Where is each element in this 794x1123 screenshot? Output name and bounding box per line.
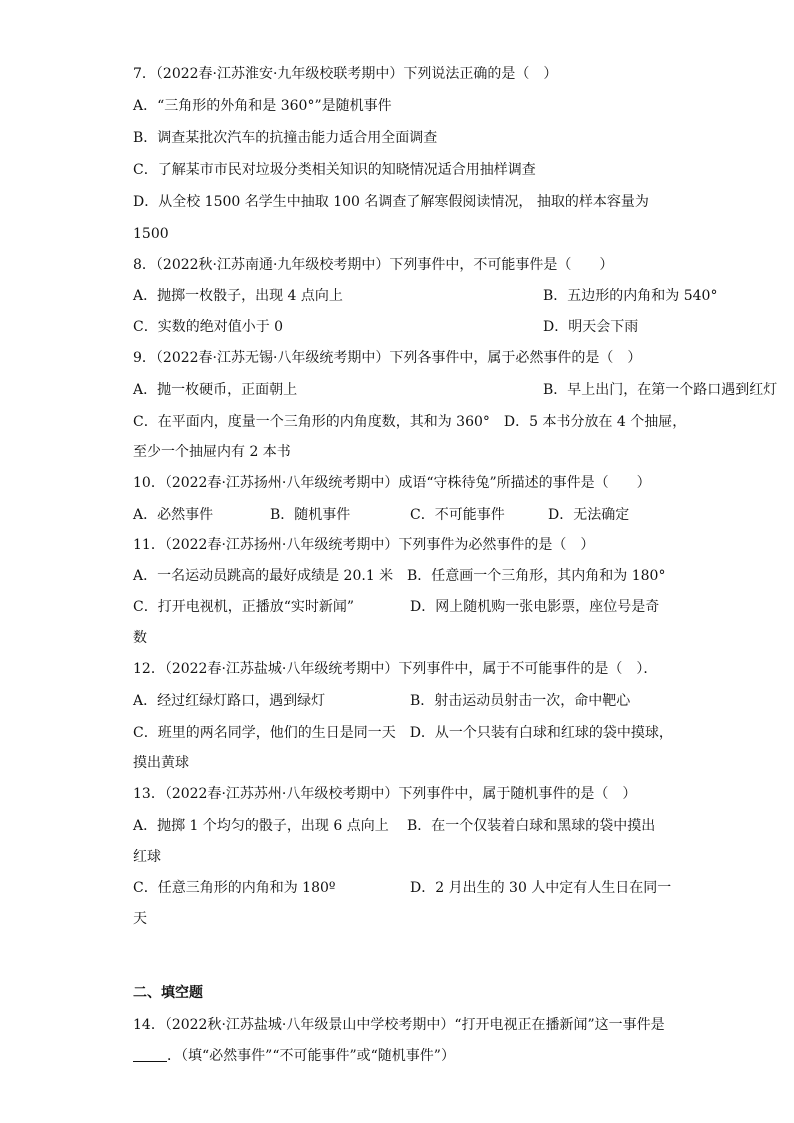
q11-option-c: C．打开电视机，正播放“实时新闻” [133,599,355,615]
q13-option-c: C．任意三角形的内角和为 180º [133,880,336,896]
q8-option-b: B．五边形的内角和为 540° [543,288,718,304]
q8-stem: 8．（2022秋·江苏南通·九年级校考期中）下列事件中，不可能事件是（ ） [133,257,614,273]
q11-option-d-cont: 数 [133,630,147,646]
q13-options-row2 [133,876,672,900]
q11-stem: 11．（2022春·江苏扬州·八年级统考期中）下列事件为必然事件的是（ ） [133,537,595,553]
q10-option-c: C．不可能事件 [410,507,505,523]
q8-option-c: C．实数的绝对值小于 0 [133,319,284,335]
q12-option-d-cont: 摸出黄球 [133,755,189,771]
q12-option-b: B．射击运动员射击一次，命中靶心 [410,693,631,709]
q7-option-d-cont: 1500 [133,226,169,242]
q14-blank-suffix: ．（填“必然事件”“不可能事件”或“随机事件”） [167,1048,455,1064]
q12-option-cd: C．班里的两名同学，他们的生日是同一天 D．从一个只装有白球和红球的袋中摸球， [133,725,673,741]
q12-stem: 12．（2022春·江苏盐城·八年级统考期中）下列事件中，属于不可能事件的是（ ）． [133,661,658,677]
q10-stem: 10．（2022春·江苏扬州·八年级统考期中）成语“守株待兔”所描述的事件是（ ） [133,475,651,491]
q9-option-d-cont: 至少一个抽屉内有 2 本书 [133,444,291,460]
q11-options-row1 [133,564,664,588]
q10-option-b: B．随机事件 [270,507,351,523]
q14-answer-line [133,1044,664,1068]
q9-option-b: B．早上出门，在第一个路口遇到红灯 [543,382,778,398]
q13-options-row1 [133,814,664,838]
q8-option-d: D．明天会下雨 [543,319,639,335]
q7-option-d: D．从全校 1500 名学生中抽取 100 名调查了解寒假阅读情况， 抽取的样本容量为 [133,194,649,210]
q8-option-a: A．抛掷一枚骰子，出现 4 点向上 [133,288,343,304]
q9-stem: 9．（2022春·江苏无锡·八年级统考期中）下列各事件中，属于必然事件的是（ ） [133,350,642,366]
q10-option-a: A．必然事件 [133,507,214,523]
q11-option-a: A．一名运动员跳高的最好成绩是 20.1 米 [133,568,394,584]
q7-option-a: A．“三角形的外角和是 360°”是随机事件 [133,98,392,114]
q8-options-row1 [133,284,718,308]
q10-option-d: D．无法确定 [548,507,630,523]
q13-stem: 13．（2022春·江苏苏州·八年级校考期中）下列事件中，属于随机事件的是（ ） [133,786,637,802]
q14-answer-blank[interactable] [133,1047,167,1062]
q11-option-d: D．网上随机购一张电影票，座位号是奇 [410,599,660,615]
q7-stem: 7．（2022春·江苏淮安·九年级校联考期中）下列说法正确的是（ ） [133,66,558,82]
q11-option-b: B．任意画一个三角形，其内角和为 180° [407,568,666,584]
q11-options-row2 [133,595,664,619]
q7-option-c: C．了解某市市民对垃圾分类相关知识的知晓情况适合用抽样调查 [133,162,536,178]
q13-option-d: D．2 月出生的 30 人中定有人生日在同一 [410,880,672,896]
q13-option-d-cont: 天 [133,911,147,927]
q10-options-row [133,503,664,527]
q13-option-b-cont: 红球 [133,849,161,865]
q13-option-a: A．抛掷 1 个均匀的骰子，出现 6 点向上 [133,818,389,834]
q14-stem: 14．（2022秋·江苏盐城·八年级景山中学校考期中）“打开电视正在播新闻”这一事件是 [133,1017,665,1033]
q7-option-b: B．调查某批次汽车的抗撞击能力适合用全面调查 [133,130,438,146]
q12-options-row1 [133,689,664,713]
q9-options-row1 [133,378,778,402]
section-heading: 二、填空题 [133,985,203,1001]
q9-option-a: A．抛一枚硬币，正面朝上 [133,382,298,398]
q12-option-a: A．经过红绿灯路口，遇到绿灯 [133,693,326,709]
q9-option-cd: C．在平面内，度量一个三角形的内角度数，其和为 360° D．5 本书分放在 4 个抽屉， [133,414,687,430]
q8-options-row2 [133,315,664,339]
q13-option-b: B．在一个仅装着白球和黑球的袋中摸出 [407,818,656,834]
